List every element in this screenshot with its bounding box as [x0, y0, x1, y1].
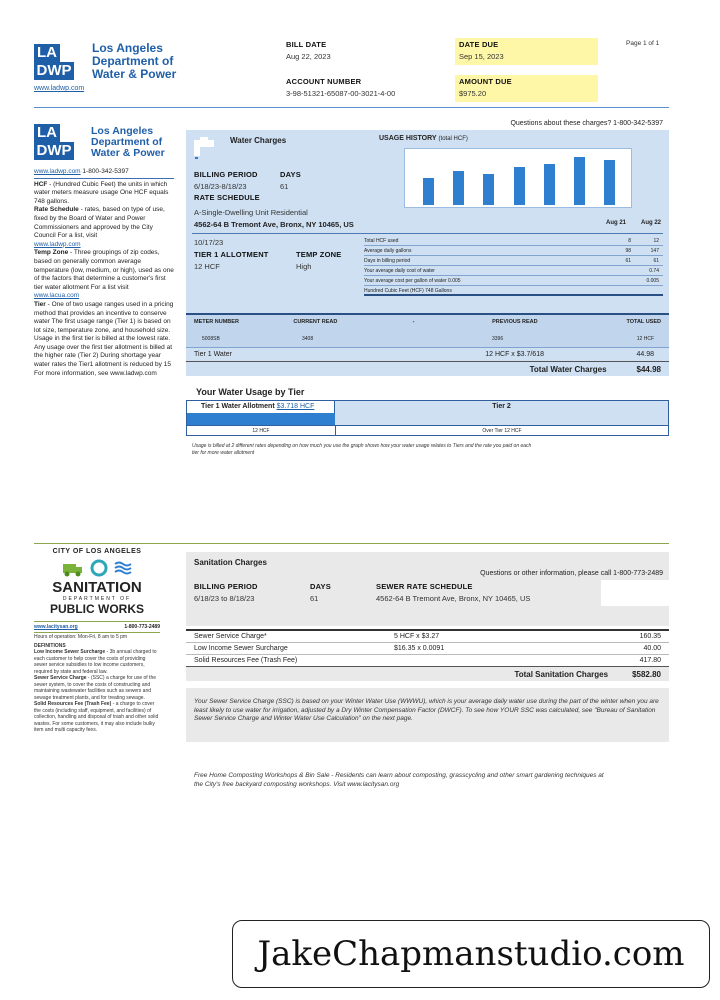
- water-total: $44.98: [636, 364, 661, 374]
- sanitation-questions: Questions or other information, please call 1-800-773-2489: [480, 570, 663, 577]
- sidebar-definitions: [34, 181, 174, 379]
- usage-bar: [544, 164, 555, 205]
- usage-history-unit: (total HCF): [438, 136, 468, 142]
- ssc-note: Your Sewer Service Charge (SSC) is based on your Winter Water Use (WWWU), which is your average daily water use during the part of the winter when you are least likely to use water for irrigation, adjusted by a Dry Winter Compensation Factor (DWCF). To see how YOUR SSC was calculated, see "Bureau of Sanitation Sewer Service Charge and Winter Water Use Calculation" on the next page.: [186, 688, 669, 742]
- def-hcf: HCF - (Hundred Cubic Feet) the units in which water meters measure usage One HCF equals 748 gallons.: [34, 180, 169, 205]
- usage-bars: [413, 153, 625, 205]
- charge-row: Sewer Service Charge* 5 HCF x $3.27 160.35: [186, 631, 669, 643]
- water-sidebar: [34, 124, 174, 378]
- def-low-income: Low Income Sewer Surcharge - 3b annual charged to each customer to help cover the costs of providing sewer service subsidies to low income customers, required by state and federal law.: [34, 649, 157, 675]
- sanitation-total-label: Total Sanitation Charges: [514, 669, 609, 679]
- sanitation-blank-box: [601, 580, 669, 606]
- def-link-1[interactable]: www.ladwp.com: [34, 240, 81, 248]
- tier-1-row: [186, 347, 669, 361]
- water-total-row: [186, 361, 669, 376]
- days-label: DAYS: [280, 170, 301, 179]
- sanitation-dept: DEPARTMENT OF: [62, 596, 132, 602]
- tier-1-amount: 44.98: [636, 351, 654, 358]
- def-sewer-service: Sewer Service Charge - (SSC) a charge for use of the sewer system, to cover the costs of constructing and maintaining wastewater facilities such as sewers and sewage treatment plants, and for treating sewage.: [34, 675, 157, 701]
- sidebar-logo-line-2: Department of: [91, 135, 163, 148]
- temp-zone-label: TEMP ZONE: [296, 250, 342, 259]
- ladwp-logo: [34, 42, 176, 92]
- charge-row: Solid Resources Fee (Trash Fee) 417.80: [186, 655, 669, 667]
- def-tier: Tier - One of two usage ranges used in a pricing method that provides an incentive to conserve water The first usage range (Tier 1) is based on lot size, temperature zone, and household size. Usage in the first tier is billed at the lowest rate. Any usage over the first tier allotment is billed at the higher rate (Tier 2) During shortage year water rates the Tier1 allotment is reduced by 15 For more information, see www.ladwp.com: [34, 300, 174, 377]
- sanitation-header-panel: [186, 552, 669, 626]
- tier-2-value: Over Tier 12 HCF: [335, 425, 668, 436]
- truck-icon: [62, 559, 84, 577]
- rate-schedule: A-Single-Dwelling Unit Residential: [194, 208, 308, 217]
- bill-date: Aug 22, 2023: [286, 52, 331, 61]
- usage-bar: [574, 157, 585, 205]
- usage-history-label: USAGE HISTORY: [379, 135, 437, 142]
- watermark: JakeChapmanstudio.com: [232, 920, 710, 988]
- usage-bar: [514, 167, 525, 205]
- sanitation-phone: 1-800-773-2489: [124, 624, 160, 630]
- tier-1-calc: 12 HCF x $3.7/618: [485, 351, 544, 358]
- page-number: Page 1 of 1: [626, 40, 660, 47]
- bill-date-label: BILL DATE: [286, 40, 327, 49]
- sidebar-ladwp-logo: [34, 124, 174, 160]
- sewer-rate-label: SEWER RATE SCHEDULE: [376, 582, 473, 591]
- def-temp-zone: Temp Zone - Three groupings of zip codes, based on generally common average temperature (low, medium, or high), used as one of the factors that determine a customer's first tier water allotment For a list visit: [34, 249, 174, 291]
- tier-1-header: Tier 1 Water Allotment $3.718 HCF: [187, 401, 335, 425]
- sidebar-contact: [34, 168, 174, 179]
- sanitation-name: SANITATION: [52, 579, 142, 596]
- city-label: CITY OF LOS ANGELES: [52, 548, 142, 555]
- usage-note: Usage is billed at 2 different rates depending on how much you use the graph shows how your water usage relates to Tiers and the rate you paid on each tier for more water allotment: [192, 443, 532, 456]
- sidebar-web-link[interactable]: www.ladwp.com: [34, 168, 81, 175]
- meter-table: [186, 313, 669, 347]
- water-title: Water Charges: [230, 136, 287, 145]
- stats-footer: Hundred Cubic Feet (HCF) 748 Gallons: [364, 286, 663, 296]
- def-link-2[interactable]: www.lacua.com: [34, 292, 80, 300]
- sanitation-total-row: [186, 667, 669, 681]
- sidebar-logo-line-1: Los Angeles: [91, 124, 154, 137]
- section-divider: [34, 543, 669, 544]
- service-address: 4562-64 B Tremont Ave, Bronx, NY 10465, US: [194, 220, 354, 229]
- usage-bar: [453, 171, 464, 205]
- date-small: 10/17/23: [194, 238, 224, 247]
- sanitation-total: $582.80: [632, 669, 661, 679]
- usage-by-tier-title: Your Water Usage by Tier: [196, 387, 305, 397]
- faucet-icon: [192, 136, 220, 160]
- col-a-label: Aug 21: [606, 220, 627, 226]
- amount-due: $975.20: [459, 89, 487, 98]
- charge-row: Low Income Sewer Surcharge $16.35 x 0.0091 40.00: [186, 643, 669, 655]
- recycle-icon: [90, 559, 108, 577]
- water-charges-panel: [186, 130, 669, 376]
- san-days-label: DAYS: [310, 582, 331, 591]
- rate-schedule-label: RATE SCHEDULE: [194, 193, 260, 202]
- sidebar-logo-la: LA: [34, 124, 60, 142]
- water-total-label: Total Water Charges: [529, 364, 607, 374]
- tier-allotment-label: TIER 1 ALLOTMENT: [194, 250, 269, 259]
- sidebar-phone: 1-800-342-5397: [82, 168, 129, 175]
- amount-due-box: [455, 75, 598, 102]
- meter-header-row: METER NUMBER CURRENT READ - PREVIOUS READ TOTAL USED: [194, 319, 661, 325]
- logo-line-1: Los Angeles: [92, 41, 163, 55]
- workshop-note: Free Home Composting Workshops & Bin Sale - Residents can learn about composting, grasscycling and other smart gardening techniques at the City's free backyard composting workshops. Visit www.lacitysan.org: [194, 772, 604, 788]
- usage-by-tier-table: [186, 400, 669, 436]
- def-rate-schedule: Rate Schedule - rates, based on type of use, fixed by the Board of Water and Power Commissioners and approved by the City Council For a list, visit: [34, 206, 165, 240]
- sanitation-sidebar: [34, 548, 160, 734]
- san-days: 61: [310, 594, 319, 603]
- logo-line-2: Department of: [92, 54, 174, 68]
- days-value: 61: [280, 182, 289, 191]
- col-b-label: Aug 22: [641, 220, 662, 226]
- water-rule: [192, 233, 663, 234]
- water-waves-icon: [114, 559, 132, 577]
- billing-period-label: BILLING PERIOD: [194, 170, 258, 179]
- logo-la: LA: [34, 44, 60, 62]
- sanitation-contact: [34, 621, 160, 630]
- sewer-address: 4562-64 B Tremont Ave, Bronx, NY 10465, US: [376, 594, 531, 603]
- tier-2-header: Tier 2: [335, 401, 668, 425]
- logo-dwp: DWP: [34, 62, 74, 80]
- header-divider: [34, 107, 669, 108]
- sanitation-hours: Hours of operation: Mon-Fri, 8 am to 5 pm: [34, 632, 160, 641]
- billing-period: 6/18/23-8/18/23: [194, 182, 247, 191]
- san-billing-period-label: BILLING PERIOD: [194, 582, 258, 591]
- usage-bar: [483, 174, 494, 205]
- sanitation-icons: [34, 559, 160, 577]
- sanitation-title: Sanitation Charges: [194, 558, 267, 567]
- stat-row: Your average cost per gallon of water 0.005 0.005: [364, 276, 663, 286]
- sanitation-web[interactable]: www.lacitysan.org: [34, 624, 78, 630]
- def-solid-resources: Solid Resources Fee (Trash Fee) - a charge to cover the costs (including staff, equipment, and facilities) of collection, handling and disposal of trash and other solid wastes. For some customers, it may also include bulky item and multi capacity fees.: [34, 701, 159, 733]
- sidebar-logo-dwp: DWP: [34, 142, 74, 160]
- usage-history-header: [379, 135, 468, 142]
- stat-row: Total HCF used 8 12: [364, 236, 663, 246]
- stat-row: Days in billing period 61 61: [364, 256, 663, 266]
- tier-1-label: Tier 1 Water: [194, 351, 232, 358]
- tier-1-value: 12 HCF: [187, 425, 335, 436]
- usage-history-chart: [404, 148, 632, 208]
- account-label: ACCOUNT NUMBER: [286, 77, 362, 86]
- due-date-label: DATE DUE: [459, 40, 499, 49]
- tier-1-bar: [187, 413, 335, 425]
- sidebar-logo-line-3: Water & Power: [91, 146, 165, 159]
- header-website[interactable]: www.ladwp.com: [34, 85, 85, 92]
- tier-allotment: 12 HCF: [194, 262, 220, 271]
- san-billing-period: 6/18/23 to 8/18/23: [194, 594, 255, 603]
- amount-due-label: AMOUNT DUE: [459, 77, 512, 86]
- usage-bar: [604, 160, 615, 205]
- meter-data-row: 5008SB 3408 3396 12 HCF: [202, 336, 654, 342]
- sanitation-works: PUBLIC WORKS: [50, 602, 144, 616]
- temp-zone: High: [296, 262, 312, 271]
- logo-line-3: Water & Power: [92, 67, 177, 81]
- due-date: Sep 15, 2023: [459, 52, 504, 61]
- usage-bar: [423, 178, 434, 205]
- usage-stats: [364, 236, 663, 296]
- stat-row: Your average daily cost of water 0.74: [364, 266, 663, 276]
- stat-row: Average daily gallons 98 147: [364, 246, 663, 256]
- definitions-label: DEFINITIONS: [34, 642, 66, 649]
- due-date-box: [455, 38, 598, 65]
- sanitation-charges-table: [186, 631, 669, 681]
- account-number: 3-98-51321-65087-00-3021-4-00: [286, 89, 396, 98]
- water-questions: Questions about these charges? 1-800-342-5397: [510, 120, 663, 127]
